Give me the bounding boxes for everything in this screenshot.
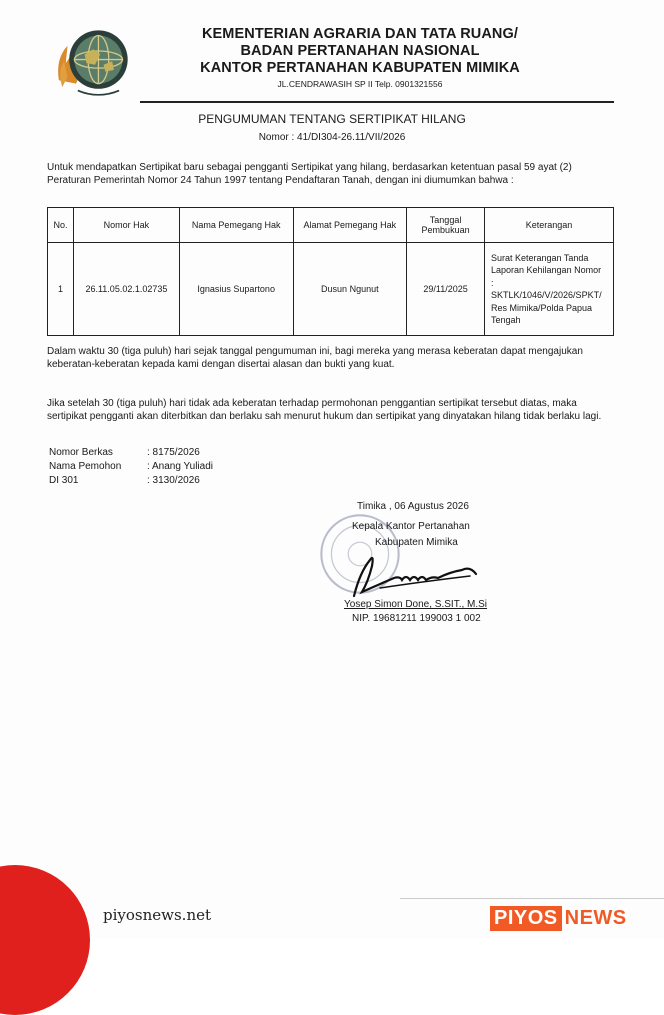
di-label: DI 301 xyxy=(49,475,79,486)
sign-position-1: Kepala Kantor Pertanahan xyxy=(352,521,470,532)
berkas-label: Nomor Berkas xyxy=(49,447,113,458)
cell-nama: Ignasius Supartono xyxy=(179,243,293,336)
ministry-name: KEMENTERIAN AGRARIA DAN TATA RUANG/ xyxy=(201,26,519,42)
site-url[interactable]: piyosnews.net xyxy=(103,906,212,924)
cell-nomor-hak: 26.11.05.02.1.02735 xyxy=(73,243,179,336)
pemohon-label: Nama Pemohon xyxy=(49,461,122,472)
di-value: : 3130/2026 xyxy=(147,475,200,486)
footer-divider xyxy=(400,898,664,899)
header-tanggal: Tanggal Pembukuan xyxy=(407,208,485,243)
brand-news: NEWS xyxy=(564,907,627,929)
announcement-title: PENGUMUMAN TENTANG SERTIPIKAT HILANG xyxy=(198,112,466,126)
agency-name: BADAN PERTANAHAN NASIONAL xyxy=(240,43,480,59)
keterangan-line-1: Surat Keterangan Tanda Laporan Kehilangan Nomor xyxy=(491,252,602,275)
header-nomor-hak: Nomor Hak xyxy=(73,208,179,243)
handwritten-signature-icon xyxy=(350,552,490,602)
detail-row-pemohon xyxy=(49,460,213,474)
header-nama: Nama Pemegang Hak xyxy=(179,208,293,243)
header-alamat: Alamat Pemegang Hak xyxy=(293,208,407,243)
header-no: No. xyxy=(48,208,74,243)
piyos-news-logo[interactable] xyxy=(490,906,627,931)
issuance-paragraph: Jika setelah 30 (tiga puluh) hari tidak ada keberatan terhadap permohonan penggantian sertipikat tersebut diatas, maka sertipikat pengganti akan diterbitkan dan berlaku sah menurut hukum dan sertipikat yang dinyatakan hilang tidak berlaku lagi. xyxy=(47,398,602,422)
office-name: KANTOR PERTANAHAN KABUPATEN MIMIKA xyxy=(200,60,520,76)
certificate-table xyxy=(47,207,614,336)
announcement-number: Nomor : 41/DI304-26.11/VII/2026 xyxy=(258,132,406,143)
objection-paragraph: Dalam waktu 30 (tiga puluh) hari sejak tanggal pengumuman ini, bagi mereka yang merasa keberatan dapat mengajukan keberatan-keberatan kepada kami dengan disertai alasan dan bukti yang kuat. xyxy=(47,346,583,370)
sign-position-2: Kabupaten Mimika xyxy=(375,537,458,548)
application-details xyxy=(49,446,213,488)
pemohon-value: : Anang Yuliadi xyxy=(147,461,213,472)
office-address: JL.CENDRAWASIH SP II Telp. 0901321556 xyxy=(277,79,443,89)
berkas-value: : 8175/2026 xyxy=(147,447,200,458)
cell-tanggal: 29/11/2025 xyxy=(407,243,485,336)
detail-row-di xyxy=(49,474,213,488)
detail-row-berkas xyxy=(49,446,213,460)
brand-piyos: PIYOS xyxy=(490,906,562,931)
cell-alamat: Dusun Ngunut xyxy=(293,243,407,336)
signer-name: Yosep Simon Done, S.SIT., M.Si xyxy=(344,599,488,610)
keterangan-line-3: SKTLK/1046/V/2026/SPKT/ Res Mimika/Polda Papua Tengah xyxy=(491,290,602,325)
table-row xyxy=(48,243,614,336)
table-header-row xyxy=(48,208,614,243)
cell-keterangan xyxy=(485,243,614,336)
bpn-logo-icon xyxy=(52,20,138,106)
header-divider xyxy=(140,101,614,103)
letterhead xyxy=(150,26,570,90)
keterangan-line-2: : xyxy=(491,277,494,288)
sign-date: Timika , 06 Agustus 2026 xyxy=(357,501,469,512)
intro-paragraph: Untuk mendapatkan Sertipikat baru sebagai pengganti Sertipikat yang hilang, berdasarkan ketentuan pasal 59 ayat (2) Peraturan Pemerintah Nomor 24 Tahun 1997 tentang Pendaftaran Tanah, dengan ini diumumkan bahwa : xyxy=(47,162,572,186)
header-keterangan: Keterangan xyxy=(485,208,614,243)
signer-nip: NIP. 19681211 199003 1 002 xyxy=(352,613,481,624)
cell-no: 1 xyxy=(48,243,74,336)
